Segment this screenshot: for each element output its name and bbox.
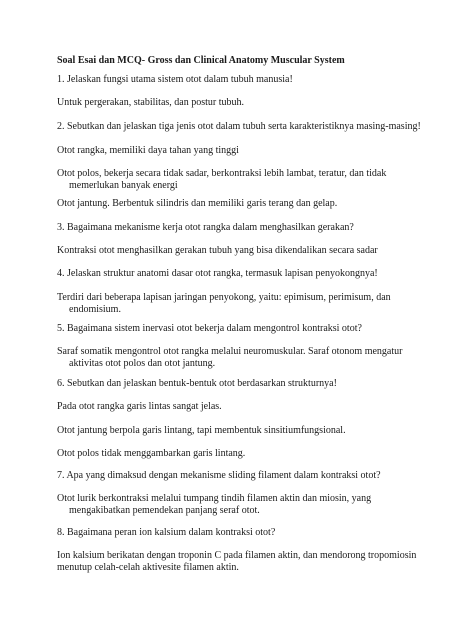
answer-6-line-1: Pada otot rangka garis lintas sangat jelas. [57,401,222,412]
answer-4-line-2: endomisium. [69,304,121,315]
question-6: 6. Sebutkan dan jelaskan bentuk-bentuk otot berdasarkan strukturnya! [57,378,337,389]
question-2: 2. Sebutkan dan jelaskan tiga jenis otot dalam tubuh serta karakteristiknya masing-masing! [57,121,421,132]
question-5: 5. Bagaimana sistem inervasi otot bekerja dalam mengontrol kontraksi otot? [57,323,362,334]
answer-2-line-2: Otot polos, bekerja secara tidak sadar, berkontraksi lebih lambat, teratur, dan tidak [57,168,387,179]
answer-2-line-3: memerlukan banyak energi [69,180,178,191]
question-8: 8. Bagaimana peran ion kalsium dalam kontraksi otot? [57,527,276,538]
question-3: 3. Bagaimana mekanisme kerja otot rangka dalam menghasilkan gerakan? [57,222,354,233]
answer-6-line-3: Otot polos tidak menggambarkan garis lintang. [57,448,246,459]
answer-8-line-2: menutup celah-celah aktivesite filamen aktin. [57,562,239,573]
answer-3: Kontraksi otot menghasilkan gerakan tubuh yang bisa dikendalikan secara sadar [57,245,378,256]
answer-6-line-2: Otot jantung berpola garis lintang, tapi membentuk sinsitiumfungsional. [57,425,346,436]
answer-2-line-4: Otot jantung. Berbentuk silindris dan memiliki garis terang dan gelap. [57,198,338,209]
answer-8-line-1: Ion kalsium berikatan dengan troponin C pada filamen aktin, dan mendorong tropomiosin [57,550,417,561]
answer-7-line-1: Otot lurik berkontraksi melalui tumpang tindih filamen aktin dan miosin, yang [57,493,372,504]
question-1: 1. Jelaskan fungsi utama sistem otot dalam tubuh manusia! [57,74,293,85]
document-title: Soal Esai dan MCQ- Gross dan Clinical Anatomy Muscular System [57,55,345,66]
question-7: 7. Apa yang dimaksud dengan mekanisme sliding filament dalam kontraksi otot? [57,470,381,481]
answer-2-line-1: Otot rangka, memiliki daya tahan yang tinggi [57,145,239,156]
answer-1: Untuk pergerakan, stabilitas, dan postur tubuh. [57,97,245,108]
answer-7-line-2: mengakibatkan pemendekan panjang seraf otot. [69,505,260,516]
answer-5-line-2: aktivitas otot polos dan otot jantung. [69,358,216,369]
answer-4-line-1: Terdiri dari beberapa lapisan jaringan penyokong, yaitu: epimisum, perimisum, dan [57,292,391,303]
question-4: 4. Jelaskan struktur anatomi dasar otot rangka, termasuk lapisan penyokongnya! [57,268,378,279]
answer-5-line-1: Saraf somatik mengontrol otot rangka melalui neuromuskular. Saraf otonom mengatur [57,346,403,357]
